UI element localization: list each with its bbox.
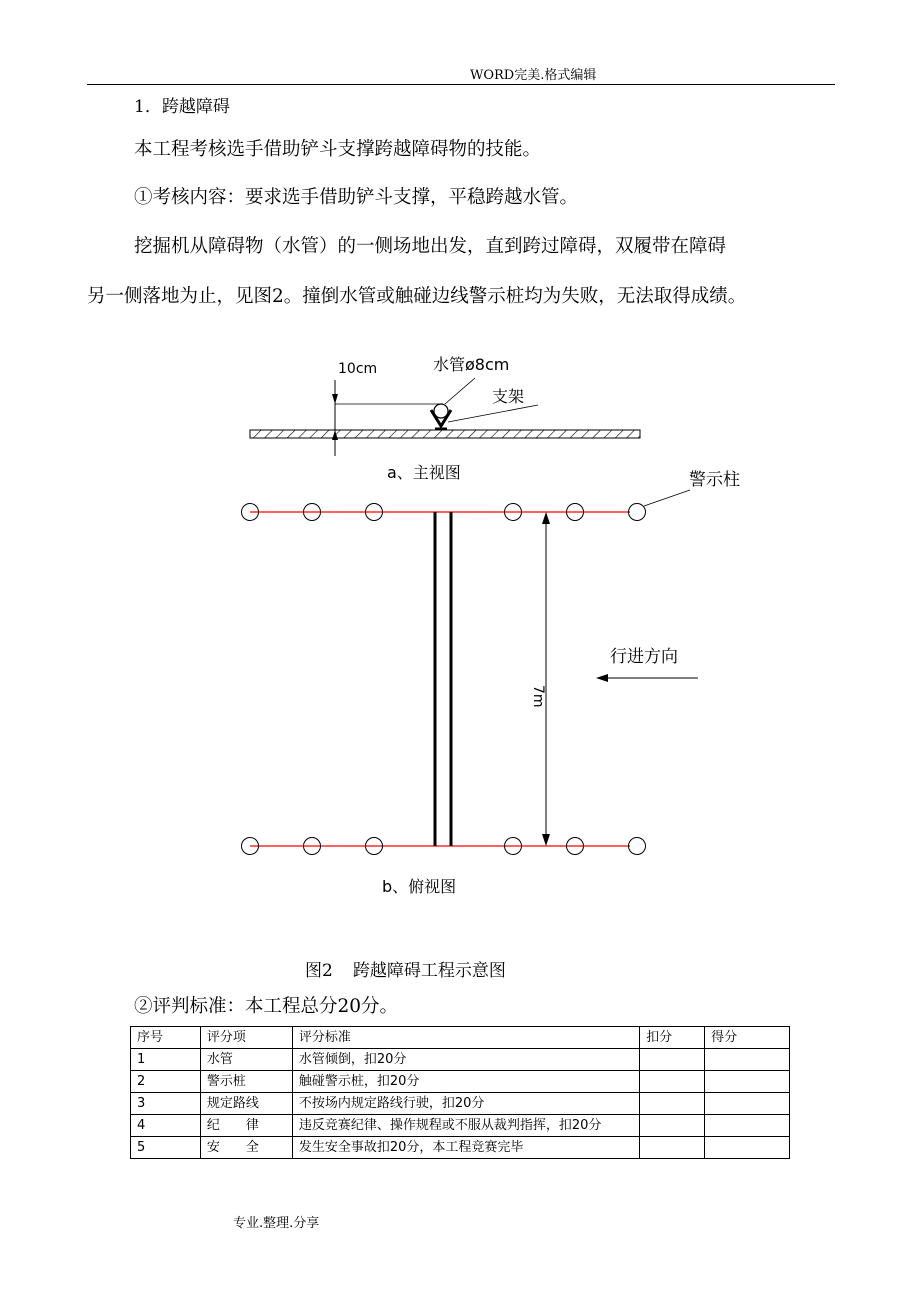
dimension-7m-arrow-bottom xyxy=(542,834,550,846)
header-divider xyxy=(87,84,835,85)
content-paragraph: ①考核内容：要求选手借助铲斗支撑，平稳跨越水管。 xyxy=(134,187,579,208)
cell-standard: 不按场内规定路线行驶，扣20分 xyxy=(292,1093,639,1115)
label-front-view: a、主视图 xyxy=(387,463,461,482)
col-header-score: 得分 xyxy=(705,1027,790,1049)
caption-number: 图2 xyxy=(305,961,333,981)
cell-item: 规定路线 xyxy=(200,1093,292,1115)
leader-pipe xyxy=(445,378,475,404)
front-view xyxy=(250,355,640,482)
direction-arrowhead xyxy=(596,674,608,682)
table-header-row xyxy=(131,1027,790,1049)
table-row xyxy=(131,1049,790,1071)
label-direction: 行进方向 xyxy=(610,647,678,667)
col-header-item: 评分项 xyxy=(200,1027,292,1049)
label-10cm: 10cm xyxy=(338,361,378,377)
table-row xyxy=(131,1093,790,1115)
cell-standard: 发生安全事故扣20分，本工程竞赛完毕 xyxy=(292,1137,639,1159)
cell-no: 3 xyxy=(131,1093,201,1115)
leader-support xyxy=(448,405,538,422)
cell-item: 纪 律 xyxy=(200,1115,292,1137)
ground-hatch xyxy=(250,430,640,438)
criteria-title: ②评判标准：本工程总分20分。 xyxy=(134,996,399,1017)
obstacle-diagram xyxy=(0,340,920,900)
cell-item: 安 全 xyxy=(200,1137,292,1159)
table-row xyxy=(131,1071,790,1093)
label-support: 支架 xyxy=(492,387,525,406)
col-header-deduct: 扣分 xyxy=(640,1027,705,1049)
description-line-2: 另一侧落地为止，见图2。撞倒水管或触碰边线警示桩均为失败，无法取得成绩。 xyxy=(87,286,747,307)
label-7m: 7m xyxy=(530,685,546,708)
caption-title: 跨越障碍工程示意图 xyxy=(352,961,506,981)
leader-warning-post xyxy=(644,490,690,506)
page-footer: 专业.整理.分享 xyxy=(233,1216,320,1231)
col-header-no: 序号 xyxy=(131,1027,201,1049)
cell-standard: 违反竞赛纪律、操作规程或不服从裁判指挥，扣20分 xyxy=(292,1115,639,1137)
cell-standard: 水管倾倒，扣20分 xyxy=(292,1049,639,1071)
page-header: WORD完美.格式编辑 xyxy=(470,68,597,83)
cell-item: 警示桩 xyxy=(200,1071,292,1093)
table-row xyxy=(131,1137,790,1159)
scoring-table xyxy=(130,1026,790,1159)
warning-post xyxy=(629,504,646,521)
dimension-arrow-top xyxy=(332,394,338,404)
warning-post xyxy=(629,838,646,855)
figure-caption xyxy=(305,956,526,981)
label-top-view: b、俯视图 xyxy=(382,877,457,896)
cell-deduct xyxy=(640,1071,705,1093)
cell-standard: 触碰警示桩，扣20分 xyxy=(292,1071,639,1093)
cell-score xyxy=(705,1049,790,1071)
cell-deduct xyxy=(640,1049,705,1071)
cell-score xyxy=(705,1137,790,1159)
table-row xyxy=(131,1115,790,1137)
cell-deduct xyxy=(640,1115,705,1137)
cell-score xyxy=(705,1115,790,1137)
col-header-standard: 评分标准 xyxy=(292,1027,639,1049)
cell-score xyxy=(705,1093,790,1115)
cell-no: 2 xyxy=(131,1071,201,1093)
top-view xyxy=(242,469,741,896)
cell-deduct xyxy=(640,1093,705,1115)
dimension-7m-arrow-top xyxy=(542,512,550,524)
cell-score xyxy=(705,1071,790,1093)
section-title: 1．跨越障碍 xyxy=(134,97,230,117)
description-line-1: 挖掘机从障碍物（水管）的一侧场地出发，直到跨过障碍，双履带在障碍 xyxy=(134,236,727,257)
label-pipe: 水管ø8cm xyxy=(433,355,510,374)
intro-paragraph: 本工程考核选手借助铲斗支撑跨越障碍物的技能。 xyxy=(134,139,542,160)
label-warning-post: 警示柱 xyxy=(689,470,740,490)
cell-no: 1 xyxy=(131,1049,201,1071)
cell-no: 4 xyxy=(131,1115,201,1137)
cell-no: 5 xyxy=(131,1137,201,1159)
cell-item: 水管 xyxy=(200,1049,292,1071)
cell-deduct xyxy=(640,1137,705,1159)
